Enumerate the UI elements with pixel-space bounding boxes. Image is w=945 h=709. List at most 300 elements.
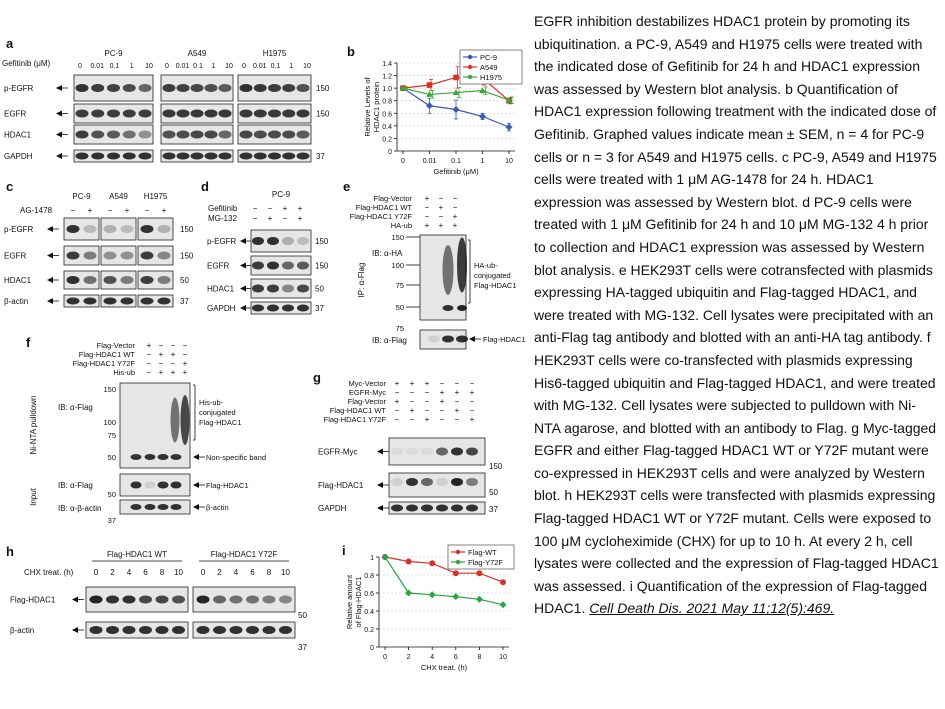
- panel-h-band: [230, 596, 243, 604]
- panel-g-sign: −: [424, 388, 430, 397]
- panel-g-sign: −: [424, 397, 430, 406]
- data-point: [452, 593, 459, 600]
- panel-f-ib-flag: IB: α-Flag: [58, 403, 93, 412]
- panel-e-ip-label: IP: α-Flag: [357, 262, 366, 298]
- panel-c-band: [121, 252, 134, 260]
- legend-label: PC-9: [480, 53, 498, 62]
- panel-a-band: [123, 110, 136, 118]
- panel-g-row-label: Flag-HDAC1: [318, 481, 364, 490]
- panel-g-sign: +: [394, 397, 400, 406]
- citation-link[interactable]: Cell Death Dis. 2021 May 11;12(5):469.: [589, 600, 835, 617]
- panel-f-nonspecific-band: [131, 454, 142, 460]
- data-point: [479, 87, 486, 93]
- panel-a-band: [297, 84, 310, 92]
- panel-g-band: [391, 505, 403, 512]
- panel-a-band: [76, 110, 89, 118]
- panel-h-time: 6: [250, 568, 255, 577]
- data-point: [453, 75, 459, 81]
- panel-e-mw: 75: [395, 281, 404, 290]
- y-tick-label: 0: [370, 645, 374, 652]
- panel-a-dose: 1: [129, 63, 134, 70]
- panel-f-sign: −: [158, 359, 164, 368]
- panel-d-band: [297, 262, 309, 270]
- panel-g-band: [466, 478, 478, 486]
- panel-a-band: [268, 110, 281, 118]
- x-tick-label: 1: [480, 158, 485, 165]
- panel-a-band: [219, 153, 232, 160]
- panel-f-sign: +: [158, 368, 164, 377]
- panel-c-band: [141, 276, 154, 284]
- panel-d-sign: −: [252, 214, 258, 223]
- panel-d-band: [282, 237, 294, 245]
- panel-e-sign: +: [438, 203, 444, 212]
- panel-g-band: [406, 448, 418, 456]
- panel-h-band: [263, 596, 276, 604]
- panel-h-mw-marker: 50: [298, 611, 307, 620]
- panel-a-row-label: GAPDH: [4, 152, 33, 161]
- panel-e-band: [428, 336, 440, 343]
- panel-c-mw-marker: 150: [180, 251, 194, 261]
- x-tick-label: 8: [477, 654, 482, 661]
- panel-f-band: [171, 482, 182, 489]
- panel-d-sign: +: [297, 204, 303, 213]
- y-axis-label: Relative Levels of: [363, 77, 372, 137]
- x-tick-label: 0.1: [451, 158, 461, 165]
- x-tick-label: 2: [406, 654, 411, 661]
- panel-f-sign: +: [182, 359, 188, 368]
- panel-a-band: [191, 110, 204, 118]
- panel-a-band: [107, 84, 120, 92]
- panel-g-row-label: EGFR-Myc: [318, 447, 358, 457]
- panel-g-sign: −: [394, 415, 400, 424]
- panel-c-cell-line: H1975: [143, 192, 168, 201]
- panel-h-band: [230, 626, 243, 634]
- panel-h-time: 2: [217, 568, 222, 577]
- panel-a-dose: 0.1: [270, 63, 281, 70]
- panel-g-sign: +: [394, 379, 400, 388]
- panel-a-band: [254, 84, 267, 92]
- panel-f-sign: −: [158, 341, 164, 350]
- panel-g-condition: Myc-Vector: [348, 379, 386, 388]
- panel-f-band: [145, 482, 156, 489]
- panel-f-band: [131, 482, 142, 489]
- y-tick-label: 0.8: [364, 573, 374, 580]
- panel-a-band: [254, 131, 267, 139]
- panel-a-row-label: EGFR: [4, 109, 27, 119]
- panel-e-bracket-label: Flag-HDAC1: [474, 281, 517, 290]
- panel-h-band: [106, 626, 119, 634]
- panel-a-band: [123, 153, 136, 160]
- panel-e-condition: Flag-HDAC1 Y72F: [349, 212, 412, 221]
- panel-e-mw: 100: [391, 261, 404, 270]
- panel-g-sign: +: [454, 406, 460, 415]
- panel-g-sign: −: [409, 415, 415, 424]
- panel-c-mw-marker: 150: [180, 225, 194, 234]
- panel-f-band-label: Flag-HDAC1: [206, 481, 249, 490]
- data-point: [476, 596, 483, 603]
- panel-a-band: [107, 131, 120, 139]
- panel-a-band: [76, 153, 89, 160]
- panel-a-band: [177, 153, 190, 160]
- panel-h-band: [197, 626, 210, 634]
- panel-g-sign: −: [469, 397, 475, 406]
- panel-e-letter: e: [343, 179, 351, 194]
- panel-e-mw: 75: [395, 324, 404, 333]
- panel-d-band: [267, 237, 279, 245]
- panel-f-bracket-label: His-ub-: [199, 398, 224, 407]
- legend-label: Flag-WT: [468, 548, 497, 557]
- data-point: [405, 590, 412, 597]
- panel-g-sign: +: [469, 388, 475, 397]
- panel-c-sign: −: [107, 206, 113, 215]
- panel-c-band: [158, 252, 171, 260]
- y-tick-label: 0.2: [364, 627, 374, 634]
- panel-e-sign: +: [438, 221, 444, 230]
- panel-a-band: [219, 84, 232, 92]
- panel-f-condition: Flag-HDAC1 Y72F: [72, 359, 135, 368]
- panel-a-band: [76, 84, 89, 92]
- panel-f-sign: +: [170, 368, 176, 377]
- panel-f-mw: 75: [107, 431, 116, 440]
- panel-a-dose: 0.01: [175, 63, 190, 70]
- panel-a-band: [240, 110, 253, 118]
- panel-a-band: [205, 131, 218, 139]
- panel-a-band: [177, 131, 190, 139]
- data-point: [426, 102, 433, 109]
- panel-d-sign: +: [267, 214, 273, 223]
- panel-e-band-label: Flag-HDAC1: [483, 335, 526, 344]
- panel-h-time: 10: [281, 568, 290, 577]
- panel-c-band: [158, 276, 171, 284]
- panel-a-band: [297, 131, 310, 139]
- panel-c-sign: −: [144, 206, 150, 215]
- panel-g-sign: +: [439, 388, 445, 397]
- panel-c-band: [158, 225, 171, 233]
- panel-e-sign: +: [424, 194, 430, 203]
- panel-e-band: [457, 305, 467, 311]
- panel-d-sign: −: [282, 214, 288, 223]
- panel-c-cell-line: A549: [109, 192, 128, 201]
- panel-c-band: [67, 225, 80, 233]
- panel-a-band: [139, 131, 152, 139]
- panel-h-band: [246, 626, 259, 634]
- panel-f-band: [131, 504, 142, 510]
- panel-c-row-label: EGFR: [4, 251, 27, 261]
- panel-g-sign: −: [439, 406, 445, 415]
- y-tick-label: 0.4: [382, 123, 392, 131]
- panel-a-band: [177, 84, 190, 92]
- panel-a-cell-line: H1975: [262, 49, 287, 58]
- panel-a-row-label: HDAC1: [4, 130, 32, 140]
- panel-c-band: [67, 252, 80, 260]
- panel-c-band: [158, 298, 171, 305]
- panel-c-band: [84, 298, 97, 305]
- y-tick-label: 1.0: [382, 86, 392, 94]
- panel-h-time: 0: [93, 568, 99, 577]
- panel-d-sign: −: [267, 204, 273, 213]
- y-axis-label: of Flag-HDAC1: [354, 576, 363, 628]
- panel-d-band: [282, 305, 294, 312]
- panel-a-band: [91, 131, 104, 139]
- panel-a-band: [205, 153, 218, 160]
- panel-e-smear: [457, 238, 467, 293]
- panel-d-band: [267, 285, 279, 293]
- panel-f-smear: [181, 395, 190, 445]
- panel-a-band: [205, 110, 218, 118]
- panel-f-mw: 37: [107, 516, 116, 525]
- panel-a-dose: 0.1: [109, 63, 120, 70]
- data-point: [453, 106, 460, 113]
- panel-f-ib-flag-input: IB: α-Flag: [58, 481, 93, 490]
- panel-d-band: [267, 305, 279, 312]
- panel-h-time: 0: [200, 568, 206, 577]
- x-tick-label: 0.01: [422, 158, 437, 165]
- panel-d-treatment: MG-132: [208, 214, 237, 223]
- panel-e-bracket-label: HA-ub-: [474, 261, 498, 270]
- panel-e-sign: −: [438, 194, 444, 203]
- panel-g-sign: −: [394, 388, 400, 397]
- panel-a-dose: 10: [145, 63, 153, 70]
- panel-a-band: [163, 131, 176, 139]
- panel-f-sign: −: [146, 359, 152, 368]
- panel-f-mw: 50: [107, 453, 116, 462]
- panel-a-band: [282, 153, 295, 160]
- panel-c-row-label: HDAC1: [4, 276, 32, 285]
- legend-marker: [468, 75, 472, 79]
- panel-a-dose: 1: [211, 63, 216, 70]
- panel-d-cell-line: PC-9: [271, 190, 291, 199]
- y-tick-label: 1: [370, 555, 374, 562]
- panel-d-sign: +: [282, 204, 288, 213]
- panel-e-sign: +: [424, 221, 430, 230]
- panel-d-row-label: GAPDH: [207, 304, 236, 313]
- panel-a-band: [163, 110, 176, 118]
- panel-e-sign: −: [424, 203, 430, 212]
- panel-f-nonspecific-band: [171, 454, 182, 460]
- panel-a-band: [107, 153, 120, 160]
- panel-g-condition: Flag-Vector: [347, 397, 386, 406]
- panel-h-band: [197, 596, 210, 604]
- panel-g-sign: −: [454, 415, 460, 424]
- panel-d-mw-marker: 150: [315, 237, 329, 246]
- panel-c-cell-line: PC-9: [72, 192, 91, 201]
- panel-c-row-label: p-EGFR: [4, 225, 34, 234]
- panel-a-band: [205, 84, 218, 92]
- panel-a-dose: 0.01: [252, 63, 267, 70]
- panel-f-nonspecific-label: Non-specific band: [206, 453, 267, 462]
- panel-h-band: [213, 596, 226, 604]
- data-point: [429, 560, 435, 566]
- y-tick-label: 0: [388, 149, 392, 156]
- panel-g-band: [436, 448, 448, 456]
- panel-e-mw: 150: [391, 233, 404, 242]
- panel-a-band: [254, 153, 267, 160]
- panel-c-band: [104, 298, 117, 305]
- panel-g-sign: +: [409, 406, 415, 415]
- panel-a-band: [91, 84, 104, 92]
- panel-d-mw-marker: 50: [315, 284, 324, 294]
- panel-h-band: [246, 596, 259, 604]
- panel-f-letter: f: [26, 335, 31, 350]
- panel-c-band: [67, 298, 80, 305]
- x-tick-label: 0: [401, 158, 405, 165]
- panel-a-dose: 1: [289, 63, 294, 70]
- panel-e-condition: Flag-Vector: [373, 194, 412, 203]
- panel-d-mw-marker: 37: [315, 304, 324, 313]
- panel-g-sign: −: [409, 388, 415, 397]
- legend-marker: [468, 55, 472, 59]
- panel-h-group: Flag-HDAC1 Y72F: [210, 550, 278, 559]
- panel-d-band: [252, 237, 264, 245]
- legend-label: Flag-Y72F: [468, 558, 504, 567]
- panel-h-time: 8: [266, 568, 272, 577]
- panel-d-band: [252, 305, 264, 312]
- panel-h-row-label: β-actin: [10, 626, 35, 635]
- panel-d-letter: d: [201, 179, 209, 194]
- panel-e-band: [442, 336, 454, 343]
- panel-g-sign: −: [394, 406, 400, 415]
- panel-a-band: [268, 131, 281, 139]
- panel-g-sign: +: [409, 379, 415, 388]
- panel-f-mw: 150: [103, 385, 116, 394]
- panel-h-time: 10: [174, 568, 183, 577]
- data-point: [506, 124, 513, 131]
- panel-h-time-label: CHX treat. (h): [24, 568, 74, 577]
- panel-e-band: [443, 305, 454, 311]
- panel-a-band: [139, 84, 152, 92]
- panel-d-row-label: p-EGFR: [207, 237, 237, 246]
- panel-d-band: [282, 285, 294, 293]
- panel-c-band: [121, 276, 134, 284]
- panel-c-band: [121, 225, 134, 233]
- panel-d-band: [297, 237, 309, 245]
- panel-a-dose: 10: [225, 63, 233, 70]
- panel-g-band: [391, 478, 403, 486]
- panel-d-row-label: EGFR: [207, 261, 230, 271]
- panel-g-sign: +: [424, 415, 430, 424]
- legend-marker: [468, 65, 472, 69]
- panel-g-sign: −: [424, 406, 430, 415]
- panel-d-mw-marker: 150: [315, 261, 329, 271]
- panel-a-band: [191, 84, 204, 92]
- panel-c-sign: +: [124, 206, 130, 215]
- panel-g-sign: +: [439, 397, 445, 406]
- panel-g-mw-marker: 37: [489, 505, 498, 514]
- panel-a-dose: 10: [303, 63, 311, 70]
- legend-marker: [456, 550, 460, 554]
- panel-c-band: [141, 225, 154, 233]
- panel-h-band: [90, 626, 103, 634]
- panel-h-band: [279, 596, 292, 604]
- panel-a-row-label: p-EGFR: [4, 84, 34, 93]
- panel-g-band: [436, 505, 448, 512]
- panel-f-band: [171, 504, 182, 510]
- panel-a-band: [297, 153, 310, 160]
- panel-c-sign: +: [87, 206, 93, 215]
- panel-a-dose-label: Gefitinib (μM): [2, 59, 51, 68]
- panel-f-bracket-label: Flag-HDAC1: [199, 418, 242, 427]
- panel-f-bracket-label: conjugated: [199, 408, 236, 417]
- panel-a-band: [268, 84, 281, 92]
- data-point: [427, 82, 433, 88]
- panel-a-mw-marker: 150: [316, 109, 330, 119]
- panel-h-band: [123, 626, 136, 634]
- panel-h-band: [90, 596, 103, 604]
- panel-h-band: [172, 596, 185, 604]
- panel-a-band: [91, 153, 104, 160]
- y-tick-label: 1.2: [382, 73, 392, 81]
- panel-c-letter: c: [6, 179, 14, 194]
- panel-h-time: 2: [110, 568, 115, 577]
- panel-h-band: [123, 596, 136, 604]
- panel-c-treatment: AG-1478: [20, 206, 53, 215]
- panel-f-mw: 100: [103, 418, 116, 427]
- panel-g-condition: Flag-HDAC1 WT: [329, 406, 386, 415]
- panel-f-condition: Flag-HDAC1 WT: [78, 350, 135, 359]
- panel-a-band: [163, 84, 176, 92]
- panel-d-band: [267, 262, 279, 270]
- panel-g-sign: −: [439, 379, 445, 388]
- x-tick-label: 6: [453, 654, 458, 661]
- panel-a-dose: 0.01: [90, 63, 105, 70]
- y-tick-label: 0.8: [382, 98, 392, 106]
- panel-g-band: [466, 505, 478, 512]
- panel-h-mw-marker: 37: [298, 643, 307, 652]
- panel-h-band: [263, 626, 276, 634]
- panel-f-nonspecific-band: [145, 454, 156, 460]
- panel-d-sign: +: [297, 214, 303, 223]
- y-tick-label: 0.4: [364, 609, 374, 616]
- data-point: [479, 113, 486, 120]
- panel-f-sign: −: [182, 341, 188, 350]
- data-point: [382, 554, 389, 561]
- data-point: [476, 570, 482, 576]
- caption-text: EGFR inhibition destabilizes HDAC1 protein by promoting its ubiquitination. a PC-9, A549 and H1975 cells were treated with the indicated dose of Gefitinib for 24 h and HDAC1 expression was assessed by Western blot analysis. b Quantification of HDAC1 expression following treatment with the indicated dose of Gefitinib. Graphed values indicate mean ± SEM, n = 4 for PC-9 cells or n = 3 for A549 and H1975 cells. c PC-9, A549 and H1975 cells were treated with 1 μM AG-1478 for 24 h. HDAC1 expression was assessed by Western blot. d PC-9 cells were treated with 1 μM Gefitinib for 24 h and 10 μM MG-132 4 h prior to collection and HDAC1 expression was assessed by Western blot analysis. e HEK293T cells were cotransfected with plasmids expressing HA-tagged ubiquitin and Flag-tagged HDAC1, and were treated with MG-132. Cell lysates were precipitated with an anti-Flag tag antibody and blotted with an anti-HA tag antibody. f HEK293T cells were co-transfected with plasmids expressing His6-tagged ubiquitin and Flag-tagged HDAC1, and were treated with MG-132. Cell lysates were subjected to pulldown with Ni-NTA agarose, and blotted with an antibody to Flag. g Myc-tagged EGFR and either Flag-tagged HDAC1 WT or Y72F mutant were co-expressed in HEK293T cells and were analyzed by Western blot. h HEK293T cells were transfected with plasmids expressing Flag-tagged HDAC1 WT or Y72F mutant. Cells were exposed to 100 μM cycloheximide (CHX) for up to 10 h. At every 2 h, cell lysates were collected and the expression of Flag-tagged HDAC1 was assessed. i Quantification of the expression of Flag-tagged HDAC1.: [534, 13, 939, 617]
- panel-d-band: [297, 305, 309, 312]
- panel-f-sign: −: [170, 341, 176, 350]
- x-tick-label: 0: [383, 654, 387, 661]
- panel-f-condition: His-ub: [113, 368, 135, 377]
- panel-h-band: [213, 626, 226, 634]
- panel-e-mw: 50: [395, 303, 404, 312]
- panel-a-band: [163, 153, 176, 160]
- data-point: [500, 601, 507, 608]
- panel-a-dose: 0: [165, 63, 169, 70]
- panel-a-band: [139, 110, 152, 118]
- panel-e-sign: +: [452, 221, 458, 230]
- panel-f-condition: Flag-Vector: [96, 341, 135, 350]
- panel-e-sign: +: [452, 212, 458, 221]
- panel-a-band: [177, 110, 190, 118]
- panel-f-sign: +: [182, 368, 188, 377]
- panel-a-band: [139, 153, 152, 160]
- panel-e-condition: Flag-HDAC1 WT: [355, 203, 412, 212]
- panel-a-band: [91, 110, 104, 118]
- panel-h-band: [139, 596, 152, 604]
- panel-h-letter: h: [6, 544, 14, 559]
- panel-a-band: [240, 153, 253, 160]
- panel-a-band: [107, 110, 120, 118]
- panel-b-letter: b: [347, 44, 355, 59]
- panel-f-band: [145, 504, 156, 510]
- panel-g-band: [406, 478, 418, 486]
- panel-e-band: [456, 336, 468, 343]
- panel-a-band: [297, 110, 310, 118]
- panel-a-cell-line: A549: [187, 49, 207, 58]
- panel-d-band: [282, 262, 294, 270]
- panel-d-sign: −: [252, 204, 258, 213]
- panel-g-band: [451, 478, 463, 486]
